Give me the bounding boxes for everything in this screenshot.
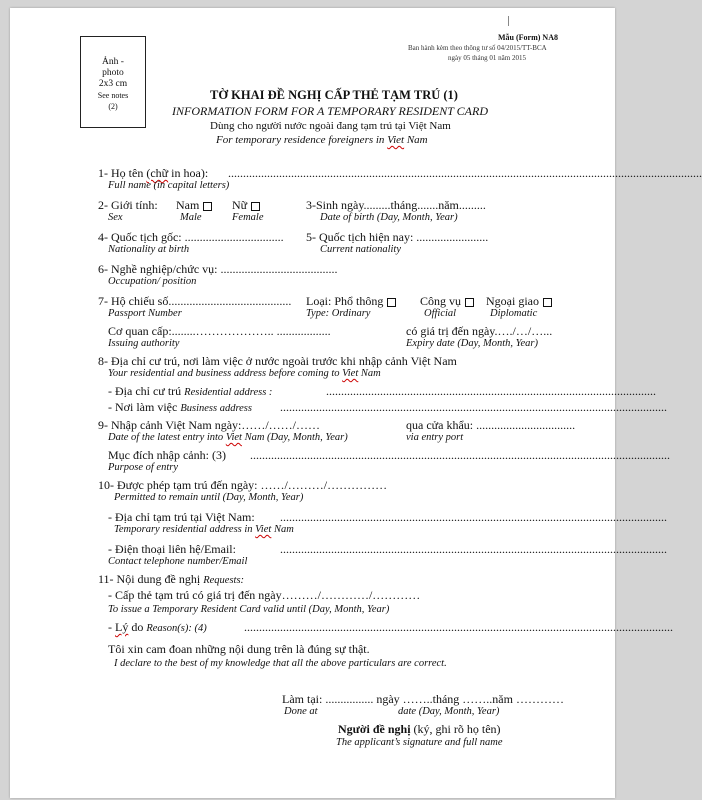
entry-purpose-en: Purpose of entry [108,462,178,473]
form-title-en: INFORMATION FORM FOR A TEMPORARY RESIDENT CARD [172,104,488,118]
form-code: Mẫu (Form) NA8 [498,33,558,42]
dob-field[interactable]: 3-Sinh ngày.........tháng.......năm......... [306,198,486,212]
expiry-date-en: Expiry date (Day, Month, Year) [406,338,539,349]
passport-type-en: Type: Ordinary [306,308,371,319]
contact-label: - Điện thoại liên hệ/Email: [108,542,236,556]
contact-en: Contact telephone number/Email [108,556,248,567]
nationality-birth-field[interactable]: 4- Quốc tịch gốc: ................................. [98,230,284,244]
applicant-label: Người đề nghị (ký, ghi rõ họ tên) [338,722,501,736]
field-full-name-en: Full name (in capital letters) [108,180,230,191]
remain-until-field[interactable]: 10- Được phép tạm trú đến ngày: ……/………/…………… [98,478,388,492]
form-title: TỜ KHAI ĐỀ NGHỊ CẤP THẺ TẠM TRÚ (1) [210,88,458,102]
checkbox-icon[interactable] [543,298,552,307]
checkbox-icon[interactable] [465,298,474,307]
current-nationality-field[interactable]: 5- Quốc tịch hiện nay: ........................ [306,230,489,244]
temp-address-label: - Địa chỉ tạm trú tại Việt Nam: [108,510,255,524]
official-en: Official [424,308,457,319]
photo-note-ref: (2) [108,102,118,111]
applicant-en: The applicant’s signature and full name [336,737,503,748]
form-subtitle: Dùng cho người nước ngoài đang tạm trú tại Việt Nam [210,120,451,132]
card-valid-until-field[interactable]: - Cấp thẻ tạm trú có giá trị đến ngày………/…………/………… [108,588,421,602]
contact-input[interactable]: ................................................................................................................................. [280,542,667,556]
field-prior-address-label: 8- Địa chỉ cư trú, nơi làm việc ở nước ngoài trước khi nhập cảnh Việt Nam [98,354,457,368]
passport-type-ordinary[interactable]: Loại: Phổ thông [306,294,396,309]
declaration-text: Tôi xin cam đoan những nội dung trên là đúng sự thật. [108,642,370,656]
entry-port-en: via entry port [406,432,464,443]
temp-address-en: Temporary residential address in Viet Nam [114,524,294,535]
passport-type-diplomatic[interactable]: Ngoại giao [486,294,552,309]
sex-female-option[interactable]: Nữ [232,198,260,213]
entry-purpose-label: Mục đích nhập cảnh: (3) [108,448,226,462]
nationality-birth-en: Nationality at birth [108,244,190,255]
male-en: Male [180,212,202,223]
entry-purpose-input[interactable]: ............................................................................................................................................ [250,448,670,462]
form-subtitle-en: For temporary residence foreigners in Viet Nam [216,134,428,146]
female-en: Female [232,212,264,223]
date-en: date (Day, Month, Year) [398,706,500,717]
issued-date: ngày 05 tháng 01 năm 2015 [448,54,526,62]
field-sex-label: 2- Giới tính: [98,198,158,212]
checkbox-icon[interactable] [251,202,260,211]
field-sex-en: Sex [108,212,123,223]
declaration-text-en: I declare to the best of my knowledge that all the above particulars are correct. [114,658,447,669]
issuing-authority-en: Issuing authority [108,338,180,349]
temp-address-input[interactable]: ................................................................................................................................. [280,510,667,524]
entry-date-field[interactable]: 9- Nhập cảnh Việt Nam ngày:……/……/…… [98,418,321,432]
business-address-input[interactable]: ................................................................................................................................. [280,400,667,414]
document-page [10,8,702,798]
photo-note: See notes [97,91,129,100]
card-valid-until-en: To issue a Temporary Resident Card valid until (Day, Month, Year) [108,604,390,615]
issued-line: Ban hành kèm theo thông tư số 04/2015/TT-BCA [408,44,547,52]
passport-number-field[interactable]: 7- Hộ chiếu số......................................... [98,294,292,308]
photo-box [80,36,146,128]
remain-until-en: Permitted to remain until (Day, Month, Year) [114,492,304,503]
checkbox-icon[interactable] [387,298,396,307]
field-full-name-label: 1- Họ tên (chữ in hoa): [98,166,209,180]
photo-label: Ảnh - [102,57,124,67]
done-at-field[interactable]: Làm tại: ................ ngày ……..tháng ……..năm ………… [282,692,564,706]
residential-address-input[interactable]: .............................................................................................................. [326,384,656,398]
passport-type-official[interactable]: Công vụ [420,294,474,309]
issuing-authority-field[interactable]: Cơ quan cấp:........……………….. .................. [108,324,331,338]
current-nationality-en: Current nationality [320,244,401,255]
divider [508,16,509,26]
reason-input[interactable]: ............................................................................................................................................... [244,620,673,634]
requests-label: 11- Nội dung đề nghị Requests: [98,572,245,586]
entry-date-en: Date of the latest entry into Viet Nam (Day, Month, Year) [108,432,348,443]
passport-number-en: Passport Number [108,308,182,319]
diplomatic-en: Diplomatic [490,308,538,319]
done-at-en: Done at [284,706,318,717]
entry-port-field[interactable]: qua cửa khẩu: ................................. [406,418,576,432]
occupation-en: Occupation/ position [108,276,197,287]
reason-label: - Lý do Reason(s): (4) [108,620,207,634]
prior-address-en: Your residential and business address before coming to Viet Nam [108,368,381,379]
photo-size: 2x3 cm [98,79,128,89]
checkbox-icon[interactable] [203,202,212,211]
photo-label-en: photo [102,68,124,78]
full-name-input[interactable]: .............................................................................................................................................................. [228,166,702,180]
business-address-label: - Nơi làm việc Business address [108,400,252,414]
expiry-date-field[interactable]: có giá trị đến ngày.…./…/…... [406,324,553,338]
occupation-field[interactable]: 6- Nghề nghiệp/chức vụ: ....................................... [98,262,338,276]
residential-address-label: - Địa chỉ cư trú Residential address : [108,384,273,398]
sex-male-option[interactable]: Nam [176,198,212,213]
dob-en: Date of birth (Day, Month, Year) [320,212,458,223]
